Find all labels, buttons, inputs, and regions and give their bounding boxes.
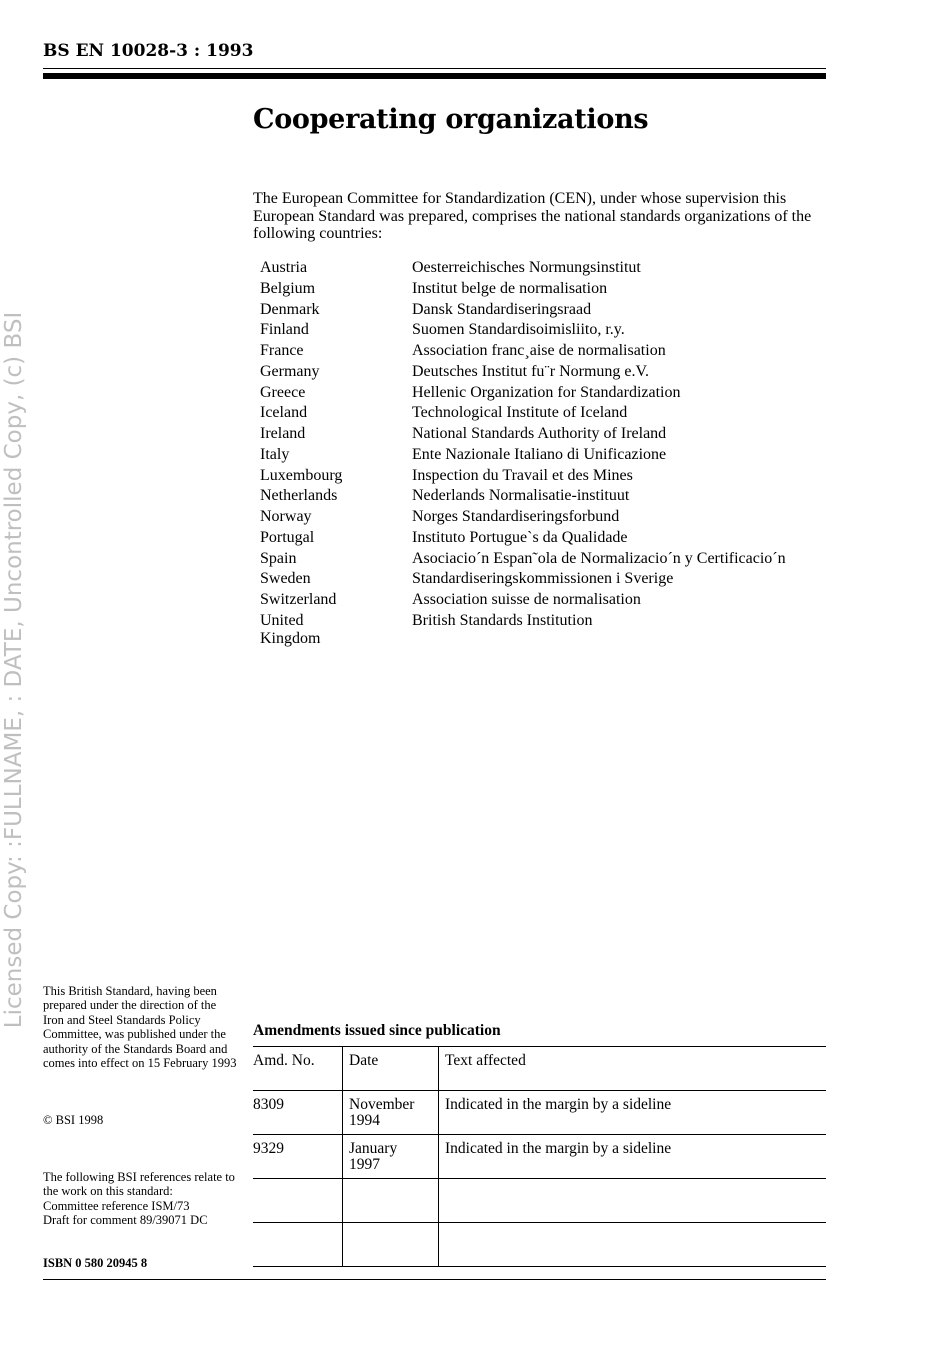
organization-name: Oesterreichisches Normungsinstitut <box>412 259 641 276</box>
column-header-amd-no: Amd. No. <box>253 1047 343 1091</box>
organization-name: Standardiseringskommissionen i Sverige <box>412 570 674 588</box>
date-cell <box>343 1223 439 1267</box>
column-header-date: Date <box>343 1047 439 1091</box>
country-name: Luxembourg <box>260 466 343 484</box>
date-cell <box>343 1179 439 1223</box>
organization-name: Technological Institute of Iceland <box>412 404 628 422</box>
organization-name: British Standards Institution <box>412 611 593 629</box>
country-name: Finland <box>260 321 309 339</box>
table-header-row <box>253 1047 826 1091</box>
country-name: United Kingdom <box>260 611 321 647</box>
organization-name: Hellenic Organization for Standardization <box>412 383 681 401</box>
country-name: Sweden <box>260 570 311 588</box>
standard-reference: BS EN 10028-3 : 1993 <box>43 41 254 61</box>
publication-statement: This British Standard, having been prepared under the direction of the Iron and Steel Standards Policy Committee, was published under the authority of the Standards Board and comes into effect on 15 February 1993 <box>43 984 237 1071</box>
organization-name: Ente Nazionale Italiano di Unificazione <box>412 445 667 463</box>
amd-number-cell <box>253 1179 343 1223</box>
table-row <box>253 1223 826 1267</box>
table-row <box>253 1135 826 1179</box>
country-name: Norway <box>260 508 312 525</box>
organization-name: Dansk Standardiseringsraad <box>412 300 592 318</box>
text-affected-cell: Indicated in the margin by a sideline <box>439 1091 827 1135</box>
text-affected-cell: Indicated in the margin by a sideline <box>439 1135 827 1179</box>
organization-name: Suomen Standardisoimisliito, r.y. <box>412 321 625 339</box>
amd-number-cell <box>253 1223 343 1267</box>
table-row <box>253 1091 826 1135</box>
references-intro: The following BSI references relate to the work on this standard: <box>43 1170 235 1199</box>
committee-reference: Committee reference ISM/73 <box>43 1198 190 1213</box>
country-name: Italy <box>260 445 290 463</box>
organization-name: National Standards Authority of Ireland <box>412 425 667 442</box>
footer-rule <box>43 1279 826 1280</box>
country-name: Switzerland <box>260 591 337 608</box>
country-name: Spain <box>260 549 297 567</box>
bsi-references <box>43 1170 238 1228</box>
page-title: Cooperating organizations <box>253 104 649 135</box>
country-name: Portugal <box>260 528 315 546</box>
organization-name: Inspection du Travail et des Mines <box>412 466 633 484</box>
amd-number-cell: 9329 <box>253 1135 343 1179</box>
amendments-title: Amendments issued since publication <box>253 1022 501 1039</box>
date-cell: November 1994 <box>343 1091 439 1135</box>
amendments-table <box>253 1046 826 1267</box>
header-thick-rule <box>43 73 826 79</box>
date-cell: January 1997 <box>343 1135 439 1179</box>
country-name: Iceland <box>260 404 308 422</box>
organization-name: Deutsches Institut fu¨r Normung e.V. <box>412 362 649 380</box>
intro-paragraph: The European Committee for Standardization (CEN), under whose supervision this European Standard was prepared, comprises the national standards organizations of the following countries: <box>253 190 812 242</box>
country-name: Greece <box>260 383 306 401</box>
organization-name: Association franc¸aise de normalisation <box>412 342 666 359</box>
country-name: Netherlands <box>260 487 338 505</box>
organization-name: Institut belge de normalisation <box>412 279 608 297</box>
country-name: Germany <box>260 362 320 380</box>
header-thin-rule <box>43 68 826 69</box>
organization-name: Instituto Portugue`s da Qualidade <box>412 528 628 546</box>
organization-name: Norges Standardiseringsforbund <box>412 508 620 525</box>
table-row <box>253 1179 826 1223</box>
amd-number-cell: 8309 <box>253 1091 343 1135</box>
isbn: ISBN 0 580 20945 8 <box>43 1256 148 1270</box>
license-watermark: Licensed Copy: :FULLNAME, : DATE, Uncontrolled Copy, (c) BSI <box>1 311 27 1029</box>
country-name: Austria <box>260 259 308 276</box>
country-name: Belgium <box>260 279 316 297</box>
country-name: Denmark <box>260 300 320 318</box>
organization-name: Association suisse de normalisation <box>412 591 641 608</box>
text-affected-cell <box>439 1223 827 1267</box>
draft-reference: Draft for comment 89/39071 DC <box>43 1213 208 1228</box>
organization-name: Nederlands Normalisatie-instituut <box>412 487 630 505</box>
country-name: Ireland <box>260 425 306 442</box>
text-affected-cell <box>439 1179 827 1223</box>
column-header-text-affected: Text affected <box>439 1047 827 1091</box>
country-name: France <box>260 342 304 359</box>
copyright-notice: © BSI 1998 <box>43 1113 104 1127</box>
organization-name: Asociacio´n Espan˜ola de Normalizacio´n y Certificacio´n <box>412 549 786 567</box>
